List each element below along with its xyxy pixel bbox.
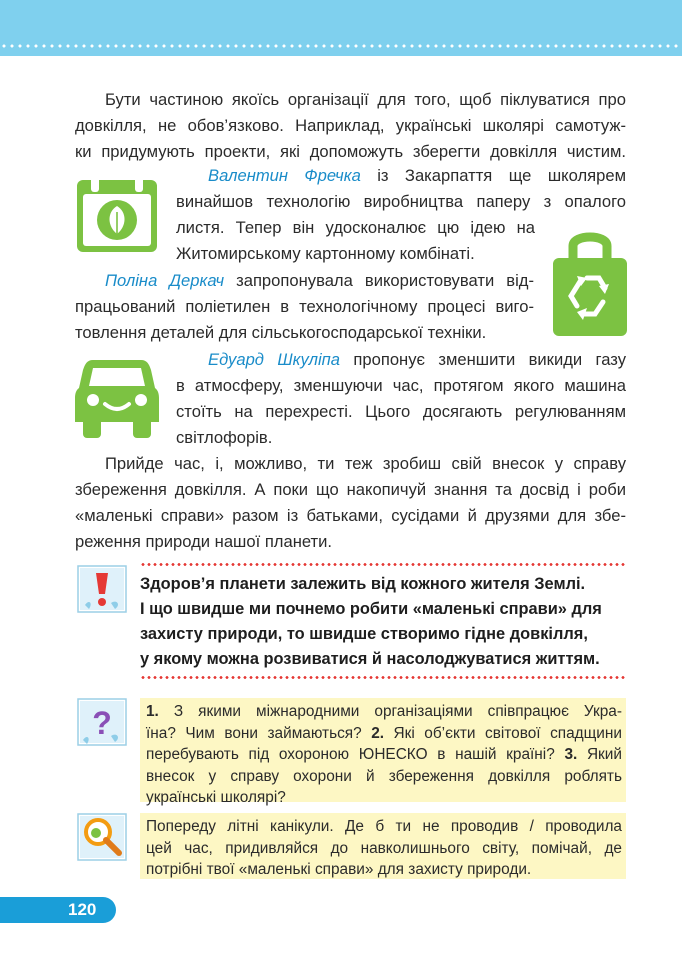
question-number: 2. <box>371 724 385 742</box>
text-span: Які об’єкти світової спадщини <box>384 724 622 742</box>
red-dotted-divider <box>140 563 626 566</box>
svg-text:?: ? <box>92 705 112 741</box>
question-line <box>146 723 622 745</box>
text-line: винайшов технологію виробництва паперу з опалого <box>176 192 626 211</box>
person-name: Валентин Фречка <box>208 166 361 185</box>
text-line <box>208 163 626 189</box>
question-line: українські школярі? <box>146 789 286 806</box>
question-number: 3. <box>564 746 578 763</box>
text-line: товлення деталей для сільськогосподарської техніки. <box>75 323 487 342</box>
text-line: стоїть на перехресті. Цього досягають регулюванням <box>176 402 626 421</box>
page-number: 120 <box>68 900 97 919</box>
text-line: довкілля, не обов’язково. Наприклад, українські школярі самотуж- <box>75 116 626 135</box>
question-line: внесок у справу охорони й збереження довкілля роблять <box>146 767 622 785</box>
person-name: Едуард Шкуліпа <box>208 350 340 369</box>
text-span: Який <box>577 746 622 763</box>
text-line: листя. Тепер він удосконалює цю ідею на <box>176 218 535 237</box>
question-line <box>146 744 622 766</box>
task-box <box>140 813 626 879</box>
text-line <box>75 268 534 294</box>
text-line: реження природи нашої планети. <box>75 532 333 551</box>
text-line: «маленькі справи» разом із батьками, сусідами й друзями для збе- <box>75 506 626 525</box>
red-dotted-divider <box>140 676 626 679</box>
text-line: працьований поліетилен в технологічному процесі виго- <box>75 297 534 316</box>
text-span: перебувають під охороною ЮНЕСКО в нашій країні? <box>146 746 565 763</box>
car-icon <box>75 352 159 440</box>
task-line: Попереду літні канікули. Де б ти не проводив / проводила <box>146 818 622 835</box>
text-line: у якому можна розвиватися й насолоджуватися життям. <box>140 650 600 668</box>
task-line: потрібні твої «маленькі справи» для захисту природи. <box>146 861 532 878</box>
task-line: цей час, придивляйся до навколишнього світу, помічай, де <box>146 839 622 857</box>
text-line: Здоров’я планети залежить від кожного жителя Землі. <box>140 575 586 593</box>
text-line: в атмосферу, зменшуючи час, протягом якого машина <box>176 376 626 395</box>
question-line <box>146 701 622 723</box>
text-span: із Закарпаття ще школярем <box>360 166 626 185</box>
calendar-leaf-icon <box>75 170 159 254</box>
person-name: Поліна Деркач <box>105 271 225 290</box>
text-span: запропонувала використовувати від- <box>224 271 534 290</box>
text-line: Житомирському картонному комбінаті. <box>176 244 475 263</box>
text-line: ки придумують проекти, які допоможуть зберегти довкілля чистим. <box>75 142 626 161</box>
questions-box <box>140 698 626 806</box>
text-line: Бути частиною якоїсь організації для того, щоб піклуватися про <box>105 90 626 109</box>
top-dotted-line <box>0 44 682 48</box>
text-line: Прийде час, і, можливо, ти теж зробиш свій внесок у справу <box>105 454 626 473</box>
text-line: І що швидше ми почнемо робити «маленькі справи» для <box>140 600 602 618</box>
text-span: пропонує зменшити викиди газу <box>340 350 626 369</box>
text-line <box>208 347 626 373</box>
question-number: 1. <box>146 703 159 720</box>
text-line: захисту природи, то швидше створимо гідне довкілля, <box>140 625 588 643</box>
question-icon <box>77 698 127 746</box>
text-line: світлофорів. <box>176 428 273 447</box>
magnifier-icon <box>77 813 127 861</box>
text-line: збереження довкілля. А поки що накопичуй знання та досвід і роби <box>75 480 626 499</box>
text-span: З якими міжнародними організаціями співпрацює Укра- <box>158 703 622 720</box>
text-span: їна? Чим вони займаються? <box>146 724 372 742</box>
page-number-bar <box>0 897 116 923</box>
exclamation-icon <box>77 565 127 613</box>
recycle-bag-icon <box>553 222 627 336</box>
